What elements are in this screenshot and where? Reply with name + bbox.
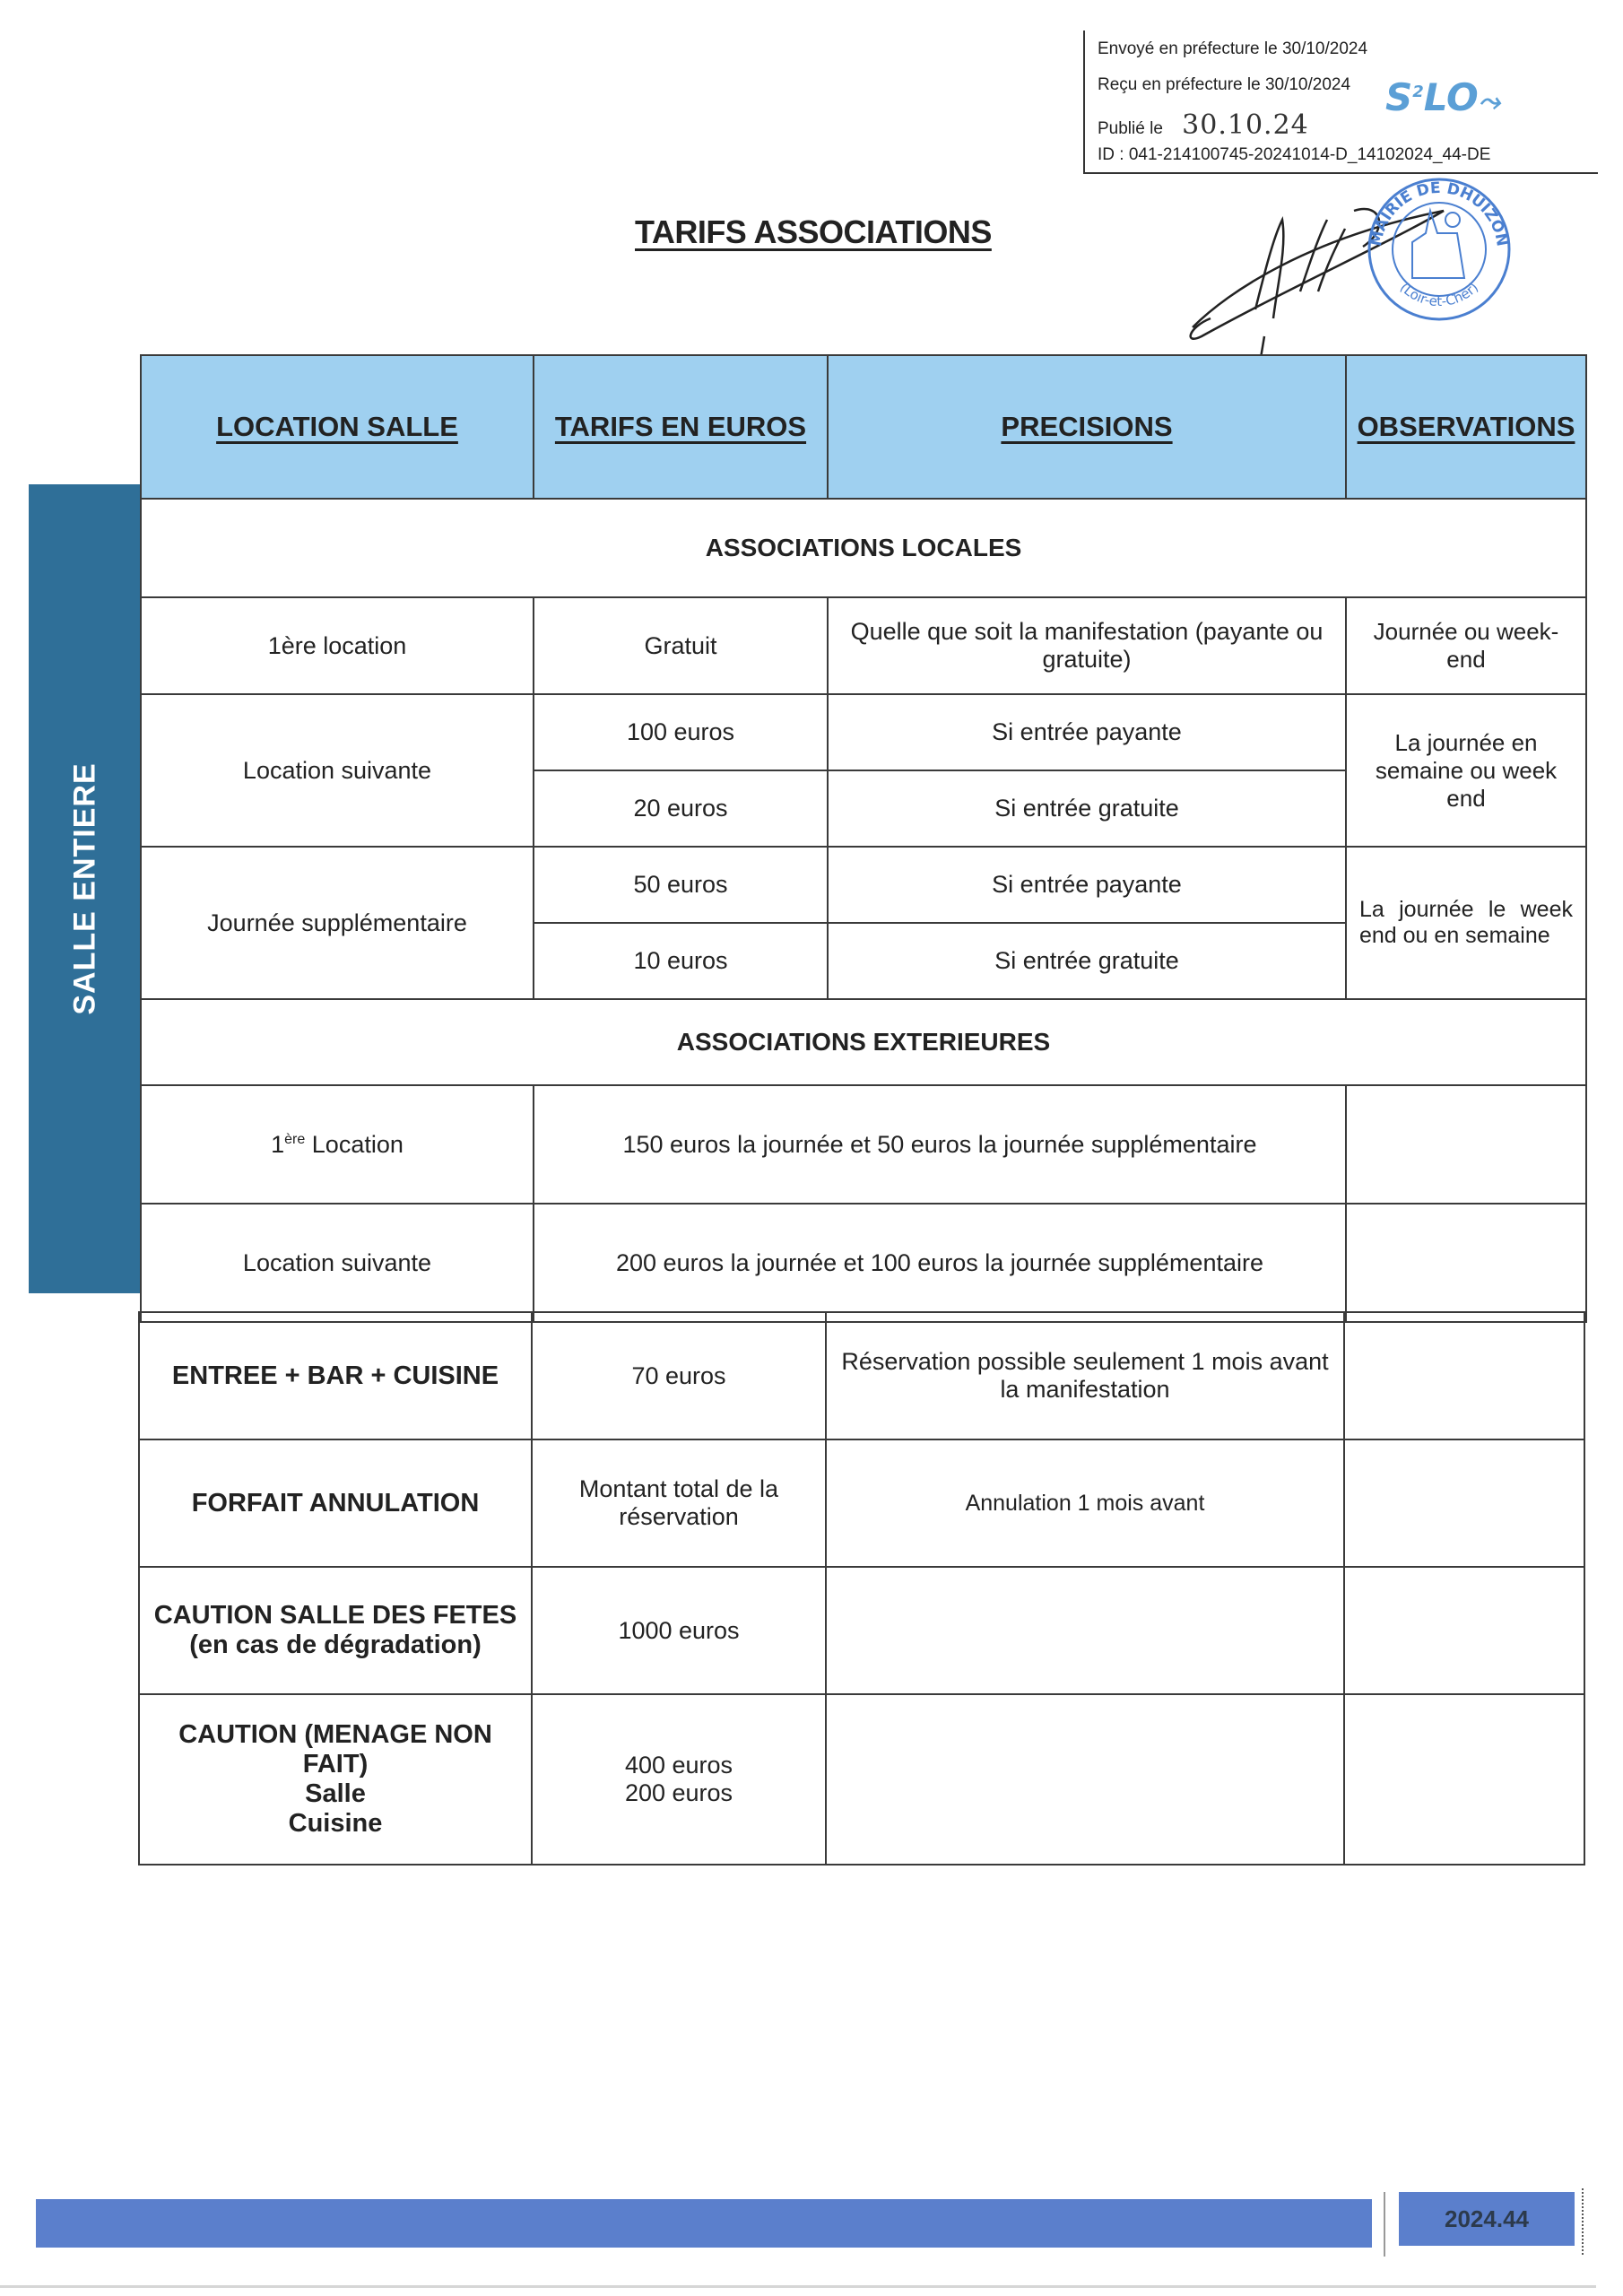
row-observation: [1346, 1085, 1586, 1204]
table-row: [141, 694, 1586, 770]
row-label: Location suivante: [141, 694, 534, 847]
table-header-row: [141, 355, 1586, 499]
row-tarif: 150 euros la journée et 50 euros la journée supplémentaire: [534, 1085, 1346, 1204]
row-precision: Si entrée payante: [828, 694, 1346, 770]
extras-table: [138, 1311, 1585, 1866]
extra-observation: [1344, 1567, 1584, 1694]
row-tarif: 20 euros: [534, 770, 828, 847]
extra-precision: Réservation possible seulement 1 mois avant la manifestation: [826, 1312, 1344, 1439]
footer-document-code: 2024.44: [1399, 2192, 1575, 2246]
document-id: ID : 041-214100745-20241014-D_14102024_44-DE: [1098, 145, 1491, 164]
extra-observation: [1344, 1312, 1584, 1439]
row-label: Location suivante: [141, 1204, 534, 1322]
extra-precision: [826, 1567, 1344, 1694]
tarifs-table: [140, 354, 1587, 1323]
table-row: [141, 1204, 1586, 1322]
extra-tarif: 400 euros 200 euros: [532, 1694, 826, 1865]
table-row: [141, 847, 1586, 923]
row-precision: Si entrée gratuite: [828, 923, 1346, 999]
footer-divider: [1384, 2192, 1385, 2257]
row-observation: La journée le week end ou en semaine: [1346, 847, 1586, 999]
footer-bar: [36, 2199, 1372, 2248]
section-row-local: [141, 499, 1586, 597]
extra-observation: [1344, 1694, 1584, 1865]
extra-label: ENTREE + BAR + CUISINE: [139, 1312, 532, 1439]
row-label: Journée supplémentaire: [141, 847, 534, 999]
extra-tarif: Montant total de la réservation: [532, 1439, 826, 1567]
prefecture-stamp: [1083, 30, 1598, 174]
salle-entiere-band: [29, 484, 142, 1293]
header-precisions: PRECISIONS: [828, 355, 1346, 499]
table-row: [141, 1085, 1586, 1204]
received-date: Reçu en préfecture le 30/10/2024: [1098, 75, 1351, 94]
footer-edge-divider: [1582, 2188, 1585, 2255]
table-row: [139, 1567, 1584, 1694]
side-band-label: SALLE ENTIERE: [67, 762, 102, 1015]
header-observations: OBSERVATIONS: [1346, 355, 1586, 499]
sent-date: Envoyé en préfecture le 30/10/2024: [1098, 39, 1368, 58]
row-observation: La journée en semaine ou week end: [1346, 694, 1586, 847]
header-tarifs: TARIFS EN EUROS: [534, 355, 828, 499]
row-precision: Si entrée payante: [828, 847, 1346, 923]
town-hall-seal-icon: [1358, 170, 1520, 323]
svg-text:MAIRIE DE DHUIZON: MAIRIE DE DHUIZON: [1367, 178, 1511, 248]
row-precision: Quelle que soit la manifestation (payante ou gratuite): [828, 597, 1346, 694]
row-tarif: Gratuit: [534, 597, 828, 694]
extra-precision: Annulation 1 mois avant: [826, 1439, 1344, 1567]
extra-tarif: 1000 euros: [532, 1567, 826, 1694]
section-ext-title: ASSOCIATIONS EXTERIEURES: [141, 999, 1586, 1085]
extra-tarif: 70 euros: [532, 1312, 826, 1439]
table-row: [139, 1439, 1584, 1567]
table-row: [139, 1312, 1584, 1439]
row-tarif: 10 euros: [534, 923, 828, 999]
extra-label: FORFAIT ANNULATION: [139, 1439, 532, 1567]
published-line: [1098, 109, 1309, 141]
page-title: TARIFS ASSOCIATIONS: [635, 213, 992, 250]
s2lo-logo: $S^2LO⤳$: [1385, 75, 1500, 119]
row-tarif: 100 euros: [534, 694, 828, 770]
published-date: 30.10.24: [1182, 109, 1309, 141]
section-row-exterieures: [141, 999, 1586, 1085]
row-tarif: 200 euros la journée et 100 euros la journée supplémentaire: [534, 1204, 1346, 1322]
row-precision: Si entrée gratuite: [828, 770, 1346, 847]
extra-observation: [1344, 1439, 1584, 1567]
page-edge: [0, 2285, 1596, 2288]
row-label: 1ère Location: [141, 1085, 534, 1204]
svg-text:(Loir-et-Cher): (Loir-et-Cher): [1396, 279, 1482, 310]
extra-label: CAUTION SALLE DES FETES (en cas de dégradation): [139, 1567, 532, 1694]
row-observation: [1346, 1204, 1586, 1322]
row-label: 1ère location: [141, 597, 534, 694]
extra-precision: [826, 1694, 1344, 1865]
published-label: Publié le: [1098, 119, 1163, 138]
row-tarif: 50 euros: [534, 847, 828, 923]
table-row: [141, 597, 1586, 694]
row-observation: Journée ou week-end: [1346, 597, 1586, 694]
extra-label: CAUTION (MENAGE NON FAIT) Salle Cuisine: [139, 1694, 532, 1865]
header-location-salle: LOCATION SALLE: [141, 355, 534, 499]
table-row: [139, 1694, 1584, 1865]
section-local-title: ASSOCIATIONS LOCALES: [141, 499, 1586, 597]
